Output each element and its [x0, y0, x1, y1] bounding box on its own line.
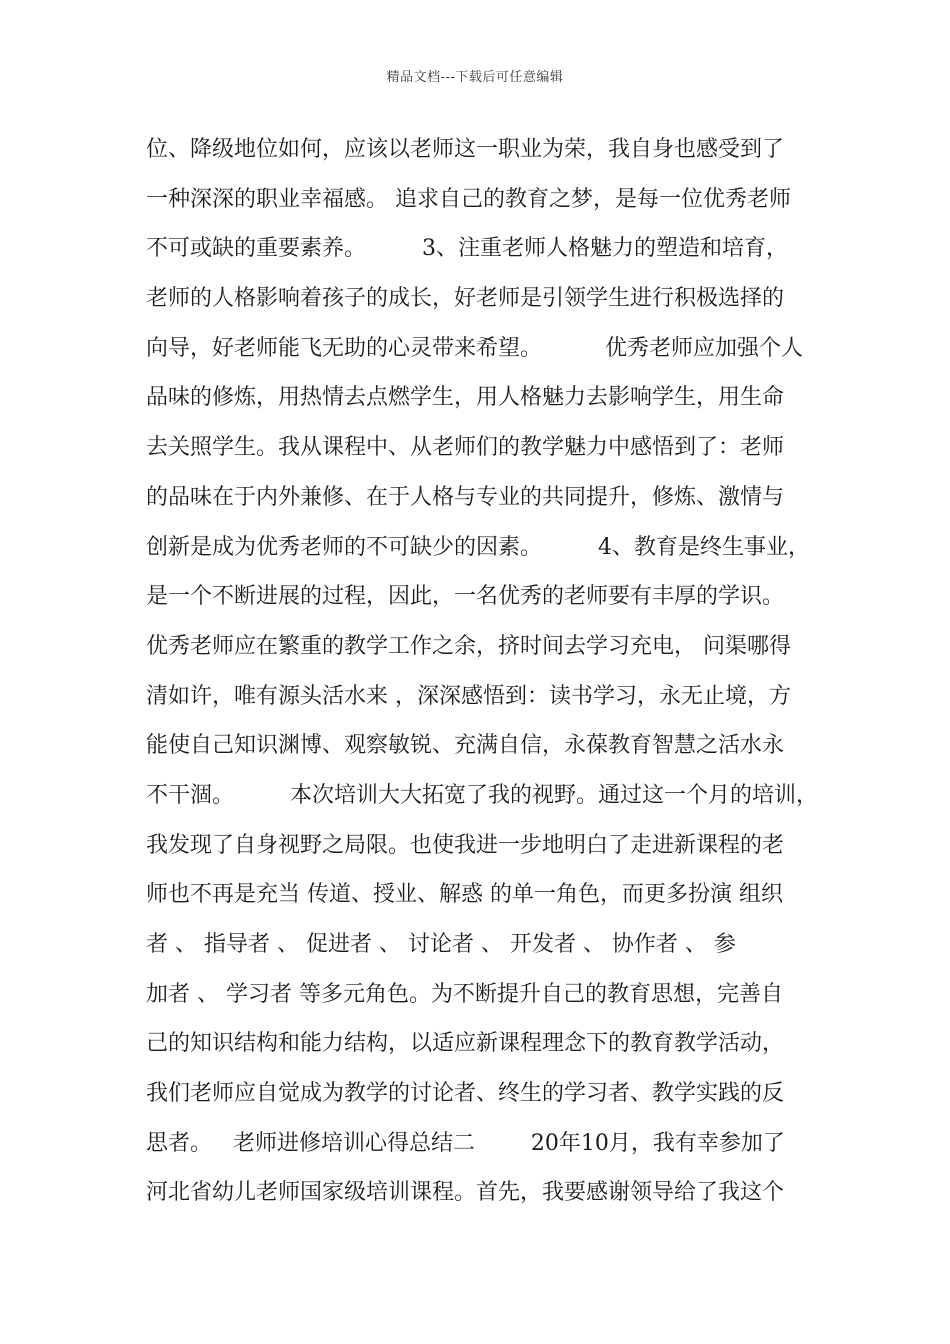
body-text: [146, 132, 816, 1225]
text-line: 能使自己知识渊博、观察敏锐、充满自信，永葆教育智慧之活水永: [146, 733, 785, 759]
text-line: 者 、 指导者 、 促进者 、 讨论者 、 开发者 、 协作者 、 参: [146, 932, 736, 957]
text-line: 加者 、 学习者 等多元角色。为不断提升自己的教育思想，完善自: [146, 981, 783, 1007]
text-line: 的品味在于内外兼修、在于人格与专业的共同提升，修炼、激情与: [146, 484, 785, 510]
text-line: 老师的人格影响着孩子的成长，好老师是引领学生进行积极选择的: [146, 286, 785, 312]
text-line: 师也不再是充当 传道、授业、解惑 的单一角色，而更多扮演 组织: [146, 882, 783, 908]
text-line: 不干涸。 本次培训大大拓宽了我的视野。通过这一个月的培训，: [146, 782, 818, 808]
text-line: 我发现了自身视野之局限。也使我进一步地明白了走进新课程的老: [146, 832, 785, 858]
text-line: 品味的修炼，用热情去点燃学生，用人格魅力去影响学生，用生命: [146, 385, 785, 411]
text-line: 优秀老师应在繁重的教学工作之余，挤时间去学习充电， 问渠哪得: [146, 633, 791, 659]
text-line: 不可或缺的重要素养。 3、注重老师人格魅力的塑造和培育，: [146, 236, 788, 262]
text-line: 己的知识结构和能力结构，以适应新课程理念下的教育教学活动，: [146, 1031, 785, 1057]
text-line: 河北省幼儿老师国家级培训课程。首先，我要感谢领导给了我这个: [146, 1180, 785, 1206]
text-line: 创新是成为优秀老师的不可缺少的因素。 4、教育是终生事业，: [146, 534, 810, 560]
text-line: 向导，好老师能飞无助的心灵带来希望。 优秀老师应加强个人: [146, 335, 803, 361]
text-line: 清如许，唯有源头活水来 ，深深感悟到：读书学习，永无止境，方: [146, 683, 791, 709]
text-line: 思者。 老师进修培训心得总结二 20年10月，我有幸参加了: [146, 1130, 785, 1156]
page-header: 精品文档---下载后可任意编辑: [386, 70, 564, 85]
text-line: 是一个不断进展的过程，因此，一名优秀的老师要有丰厚的学识。: [146, 584, 785, 610]
text-line: 位、降级地位如何，应该以老师这一职业为荣，我自身也感受到了: [146, 137, 785, 162]
text-line: 去关照学生。我从课程中、从老师们的教学魅力中感悟到了：老师: [146, 435, 785, 461]
text-line: 我们老师应自觉成为教学的讨论者、终生的学习者、教学实践的反: [146, 1081, 785, 1107]
text-line: 一种深深的职业幸福感。 追求自己的教育之梦，是每一位优秀老师: [146, 186, 791, 212]
